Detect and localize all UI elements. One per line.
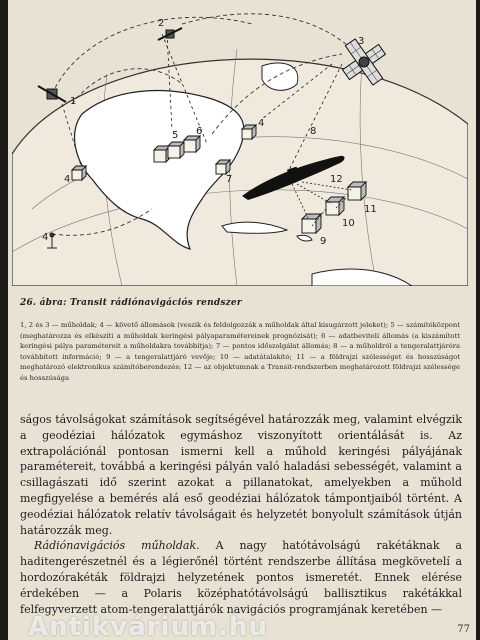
page-number: 77 <box>457 624 470 635</box>
station-9 <box>302 214 321 233</box>
label-station-7: 7 <box>226 174 233 185</box>
figure-legend: 1, 2 és 3 — műholdak; 4 — követő állomások (veszik és feldolgozzák a műholdak által kisugárzott jeleket); 5 — számítóközpont (meghatározza és elkészíti a műholdak keringési pályaparamétereinek prognózisát); 6 — adatbeviteli állomás (a kiszámított keringési pálya paramétereit a műholdakra továbbítja); 7 — pontos időszolgálat állomás; 8 — a műholdról a tengeralattjáróra továbbított információ; 9 — a tengeralattjáró vevője; 10 — adatátalakító; 11 — a földrajzi szélességet és hosszúságot meghatározó elektronikus számítóberendezés; 12 — az objektumnak a Transit-rendszerben meghatározott földrajzi szélessége és hosszúsága <box>20 321 460 382</box>
paragraph-2 <box>20 538 462 617</box>
transit-system-figure <box>12 4 468 286</box>
paragraph-2-text: A nagy hatótávolságú rakétáknak a haditengerészetnél és a légierőnél történt rendszerbe állítása megkövetelí a hordozórakéták földrajzi helyzetének pontos ismeretét. Ennek elérése érdekében — a Polaris középhatótávolságú ballisztikus rakétákkal felfegyverzett atom-tengeralattjárók navigációs programjának keretében — <box>20 539 462 616</box>
figure-illustration <box>12 4 468 286</box>
watermark: Antikvárium.hu <box>28 612 268 640</box>
station-4-east <box>242 125 256 139</box>
label-station-4b: 4 <box>258 118 265 129</box>
satellite-1 <box>38 86 66 102</box>
label-station-4c: 4 <box>42 232 49 243</box>
greenland-landmass <box>262 63 298 90</box>
station-7 <box>216 160 230 174</box>
paragraph-1: ságos távolságokat számítások segítségével határozzák meg, valamint elvégzik a geodéziai hálózatok egymáshoz viszonyított orientálását is. Az extrapolációnál pontosan ismerni kell a műhold keringési pályájának paramétereit, továbbá a keringési pályán való haladási sebességét, valamint a csillagászati idő szerint azokat a pillanatokat, amelyekben a műhold megfigyelése a bemérés alá eső geodéziai hálózatok támpontjaiból történt. A geodéziai hálózatok relatív távolságait és helyzetét bonyolult számítások útján határozzák meg. <box>20 413 462 537</box>
label-signal-8: 8 <box>310 126 317 137</box>
label-sat-1: 1 <box>70 96 77 107</box>
body-text <box>20 412 462 617</box>
station-11 <box>348 182 366 200</box>
station-4-west <box>72 166 86 180</box>
label-station-11: 11 <box>364 204 377 215</box>
figure-caption: 26. ábra: Transit rádiónavigációs rendszer <box>20 298 242 308</box>
station-10 <box>326 197 344 215</box>
label-station-12: 12 <box>330 174 343 185</box>
station-6 <box>184 136 200 152</box>
label-station-9: 9 <box>320 236 327 247</box>
satellite-2 <box>158 28 182 40</box>
label-station-4a: 4 <box>64 174 71 185</box>
label-station-5: 5 <box>172 130 179 141</box>
book-page <box>8 0 476 640</box>
section-run-in-heading: Rádiónavigációs műholdak. <box>34 539 200 553</box>
label-station-10: 10 <box>342 218 355 229</box>
station-5b <box>168 142 184 158</box>
label-sat-3: 3 <box>358 36 365 47</box>
label-sat-2: 2 <box>158 18 165 29</box>
label-station-6: 6 <box>196 126 203 137</box>
